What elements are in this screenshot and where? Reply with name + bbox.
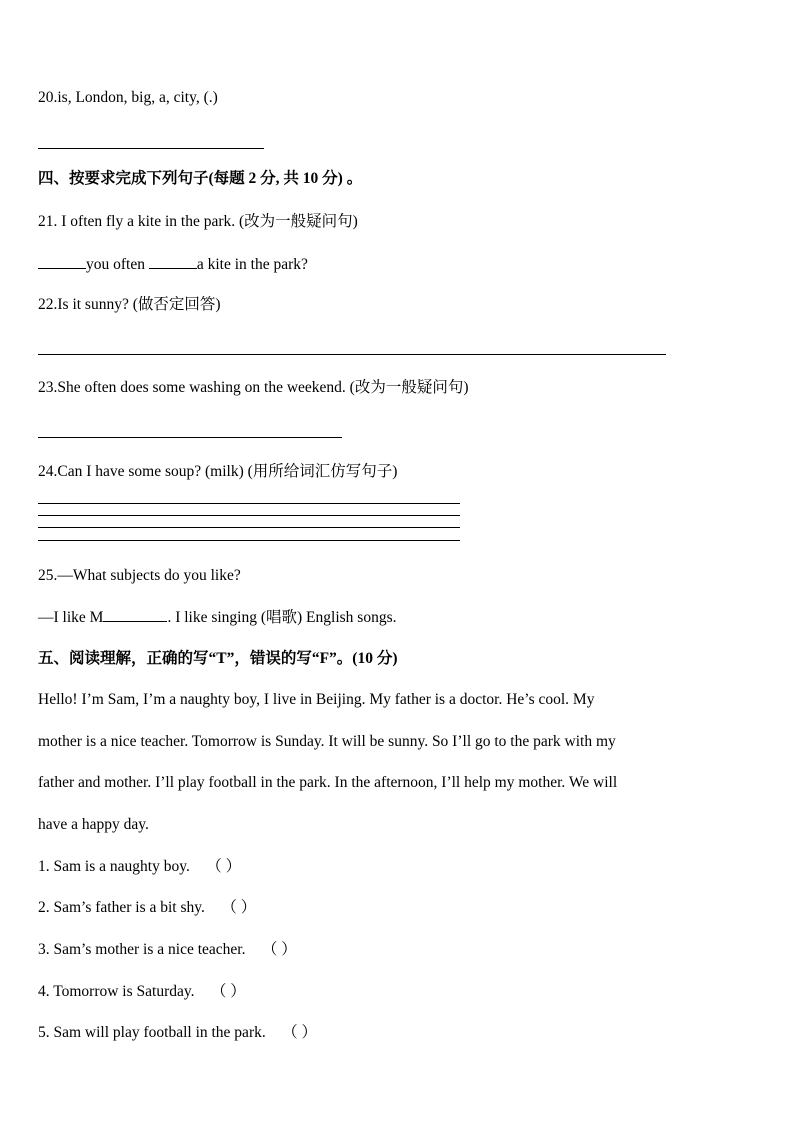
answer-bracket-5[interactable]: （ ） <box>282 1024 318 1041</box>
passage-line-2: mother is a nice teacher. Tomorrow is Sunday. It will be sunny. So I’ll go to the park with my <box>38 733 616 750</box>
question-20: 20.is, London, big, a, city, (.) <box>38 89 218 106</box>
question-21-end: a kite in the park? <box>196 256 308 273</box>
statement-3 <box>38 940 309 960</box>
answer-line-24-1[interactable] <box>38 503 460 504</box>
question-21-mid: you often <box>86 256 145 273</box>
blank-25[interactable] <box>103 607 167 622</box>
question-23: 23.She often does some washing on the weekend. (改为一般疑问句) <box>38 379 469 396</box>
section-5-heading: 五、阅读理解，正确的写“T”，错误的写“F”。(10 分) <box>38 650 398 667</box>
section-4-heading: 四、按要求完成下列句子(每题 2 分, 共 10 分) 。 <box>38 170 363 187</box>
passage-line-4: have a happy day. <box>38 816 149 833</box>
answer-line-24-3[interactable] <box>38 527 460 528</box>
statement-5 <box>38 1023 330 1043</box>
answer-bracket-2[interactable]: （ ） <box>221 899 257 916</box>
answer-line-23[interactable] <box>38 437 342 438</box>
statement-2-text: 2. Sam’s father is a bit shy. <box>38 899 205 916</box>
answer-line-24-4[interactable] <box>38 540 460 541</box>
passage-line-1: Hello! I’m Sam, I’m a naughty boy, I live in Beijing. My father is a doctor. He’s cool. My <box>38 691 595 708</box>
statement-5-text: 5. Sam will play football in the park. <box>38 1024 266 1041</box>
statement-4 <box>38 982 258 1002</box>
blank-21-b[interactable] <box>149 254 197 269</box>
statement-4-text: 4. Tomorrow is Saturday. <box>38 983 195 1000</box>
question-24: 24.Can I have some soup? (milk) (用所给词汇仿写句子) <box>38 463 398 480</box>
answer-line-20[interactable] <box>38 148 264 149</box>
question-25: 25.—What subjects do you like? <box>38 567 241 584</box>
statement-3-text: 3. Sam’s mother is a nice teacher. <box>38 941 246 958</box>
question-25-answer-start: —I like M <box>38 609 104 626</box>
question-25-answer <box>38 607 397 628</box>
question-25-answer-end: . I like singing (唱歌) English songs. <box>167 609 397 626</box>
answer-bracket-3[interactable]: （ ） <box>261 941 297 958</box>
blank-21-a[interactable] <box>38 254 86 269</box>
answer-bracket-1[interactable]: （ ） <box>206 858 242 875</box>
question-22: 22.Is it sunny? (做否定回答) <box>38 296 221 313</box>
question-21: 21. I often fly a kite in the park. (改为一般疑问句) <box>38 213 358 230</box>
answer-bracket-4[interactable]: （ ） <box>210 983 246 1000</box>
passage-line-3: father and mother. I’ll play football in the park. In the afternoon, I’ll help my mother. We will <box>38 774 618 791</box>
statement-1 <box>38 857 254 877</box>
statement-2 <box>38 898 269 918</box>
statement-1-text: 1. Sam is a naughty boy. <box>38 858 190 875</box>
question-21-answer-row <box>38 254 308 275</box>
answer-line-22[interactable] <box>38 354 666 355</box>
answer-line-24-2[interactable] <box>38 515 460 516</box>
